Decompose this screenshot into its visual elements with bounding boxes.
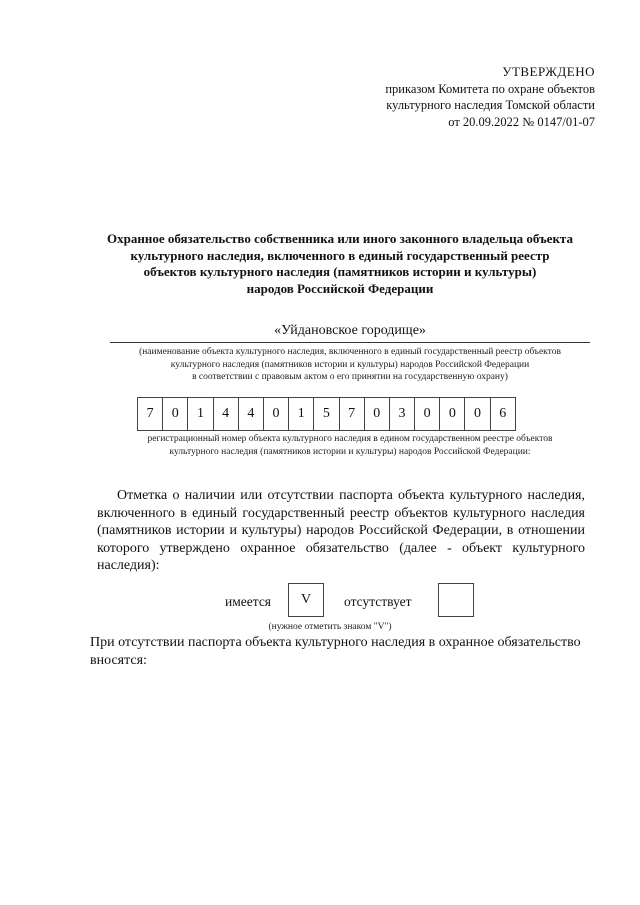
registration-digit: 0 [364, 397, 390, 431]
registration-digit: 7 [339, 397, 365, 431]
registration-caption-line-2: культурного наследия (памятников истории и культуры) народов Российской Федерации: [169, 446, 531, 457]
registration-digit: 1 [288, 397, 314, 431]
registration-digit: 6 [490, 397, 516, 431]
title-line-1: Охранное обязательство собственника или иного законного владельца объекта [107, 231, 573, 246]
registration-digit: 0 [263, 397, 289, 431]
document-title [60, 231, 620, 297]
registration-digit: 0 [414, 397, 440, 431]
passport-absent-label: отсутствует [344, 594, 412, 609]
passport-exists-label: имеется [225, 594, 272, 609]
registration-caption [90, 433, 610, 458]
registration-digit: 0 [439, 397, 465, 431]
title-line-3: объектов культурного наследия (памятников истории и культуры) [143, 264, 537, 279]
object-name: «Уйдановское городище» [274, 323, 426, 338]
title-line-4: народов Российской Федерации [246, 280, 434, 296]
object-caption-line-3: в соответствии с правовым актом о его принятии на государственную охрану) [192, 372, 508, 382]
registration-number-boxes [137, 397, 515, 431]
registration-digit: 3 [389, 397, 415, 431]
object-name-underline [110, 342, 590, 343]
approval-line-2: культурного наследия Томской области [386, 98, 595, 112]
approval-line-1: приказом Комитета по охране объектов [385, 81, 595, 96]
registration-caption-line-1: регистрационный номер объекта культурного наследия в едином государственном реестре объектов [147, 434, 553, 444]
approval-stamp [385, 64, 595, 130]
registration-digit: 1 [187, 397, 213, 431]
registration-digit: 0 [464, 397, 490, 431]
registration-digit: 5 [313, 397, 339, 431]
approval-heading: УТВЕРЖДЕНО [502, 64, 595, 79]
registration-digit: 4 [238, 397, 264, 431]
approval-line-3: от 20.09.2022 № 0147/01-07 [448, 114, 595, 129]
absence-paragraph: При отсутствии паспорта объекта культурного наследия в охранное обязательство вносятся: [90, 635, 581, 668]
object-caption-line-2: культурного наследия (памятников истории и культуры) народов Российской Федерации [170, 359, 530, 370]
checkbox-hint: (нужное отметить знаком "V") [268, 622, 392, 632]
object-name-caption [90, 346, 610, 384]
registration-digit: 7 [137, 397, 163, 431]
passport-paragraph: Отметка о наличии или отсутствии паспорта объекта культурного наследия, включенного в единый государственный реестр объектов культурного наследия (памятников истории и культуры) народов Российской Федерации, в отношении которого утверждено охранное обязательство (далее - объект культурного наследия): [97, 488, 585, 574]
registration-digit: 0 [162, 397, 188, 431]
registration-digit: 4 [213, 397, 239, 431]
passport-exists-checkbox[interactable]: V [288, 583, 324, 617]
passport-absent-checkbox[interactable] [438, 583, 474, 617]
object-caption-line-1: (наименование объекта культурного наследия, включенного в единый государственный реестр объектов [139, 347, 561, 357]
title-line-2: культурного наследия, включенного в единый государственный реестр [130, 247, 550, 263]
